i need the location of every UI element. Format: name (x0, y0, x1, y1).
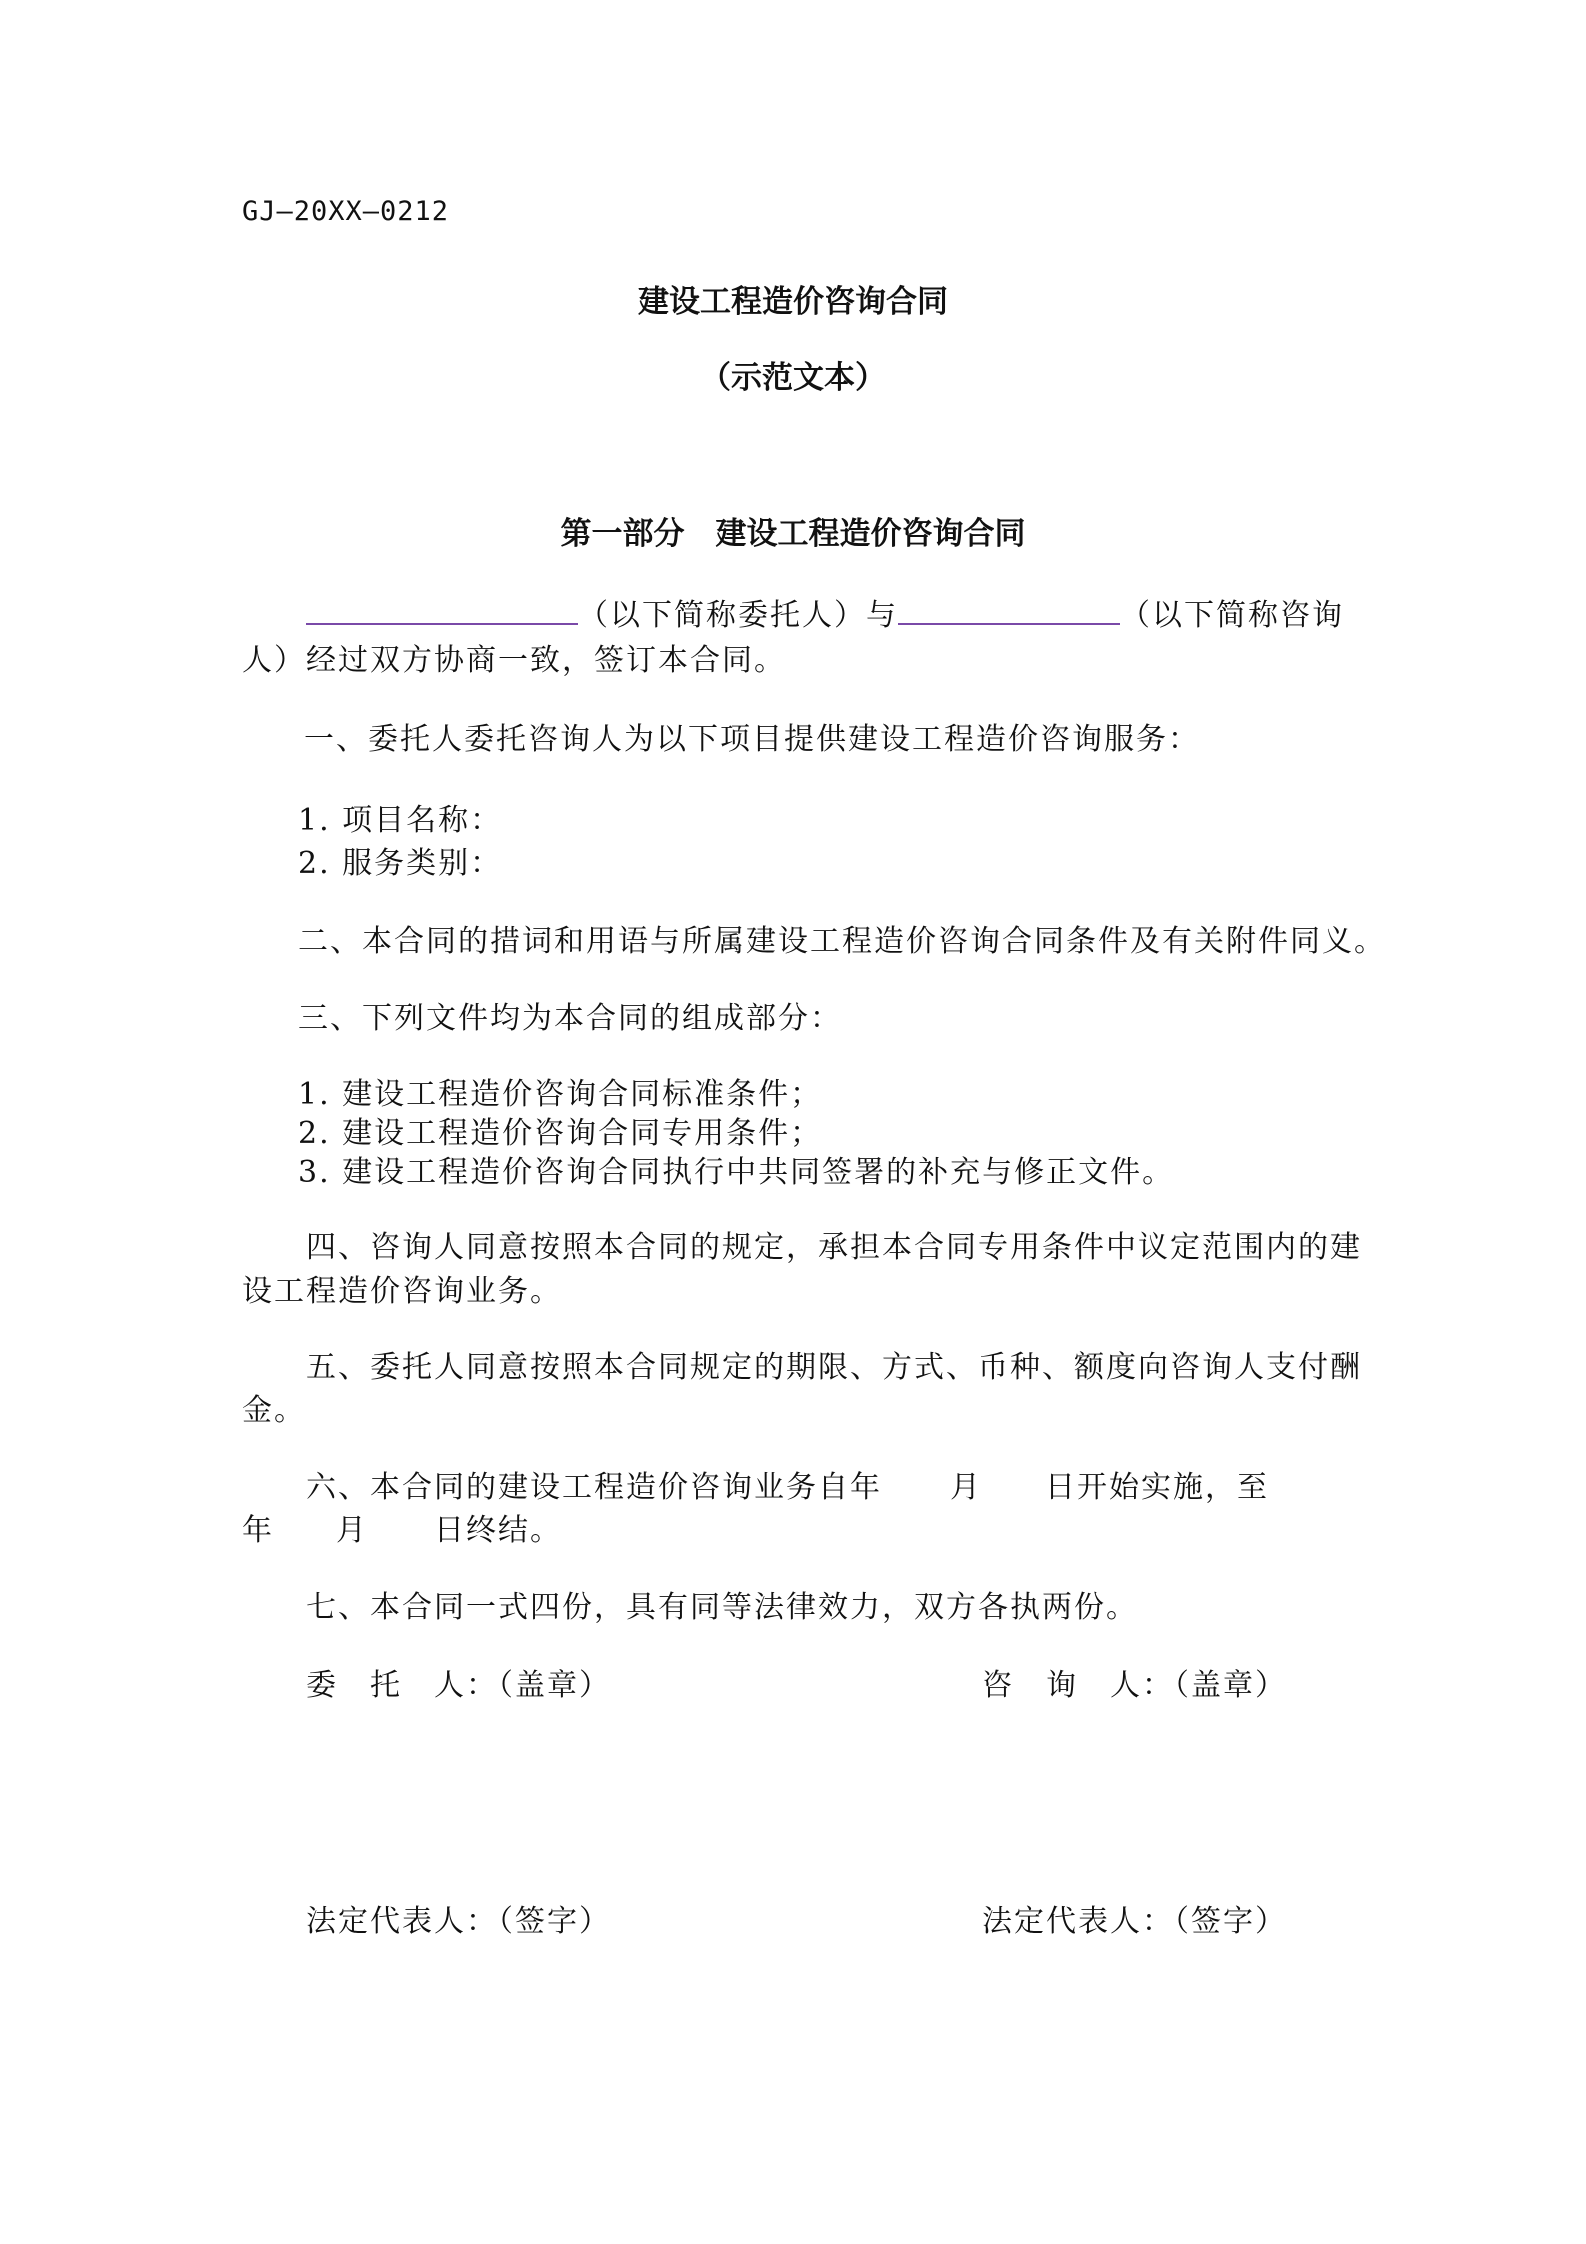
client-name-blank[interactable] (306, 595, 578, 625)
consultant-representative-field[interactable]: 法定代表人：（签字） (982, 1904, 1287, 1939)
doc-code: GJ—20XX—0212 (242, 196, 450, 227)
clause-6-day-1: 日开始实施，至 (1045, 1470, 1269, 1505)
consultant-name-blank[interactable] (898, 595, 1120, 625)
doc-subtitle: （示范文本） (700, 360, 886, 396)
clause-6-month-2: 月 (336, 1513, 368, 1548)
clause-3: 三、下列文件均为本合同的组成部分： (298, 1001, 842, 1036)
clause-3-item-3: 3. 建设工程造价咨询合同执行中共同签署的补充与修正文件。 (298, 1155, 1175, 1190)
client-representative-field[interactable]: 法定代表人：（签字） (306, 1904, 611, 1939)
clause-4-line-2: 设工程造价咨询业务。 (242, 1274, 562, 1309)
clause-5-line-2: 金。 (242, 1393, 306, 1428)
clause-6-start: 六、本合同的建设工程造价咨询业务自年 (306, 1470, 882, 1505)
clause-6-year-2: 年 (242, 1513, 274, 1548)
clause-6-month-1: 月 (950, 1470, 982, 1505)
doc-title: 建设工程造价咨询合同 (638, 284, 948, 320)
clause-3-item-2: 2. 建设工程造价咨询合同专用条件； (298, 1116, 823, 1151)
clause-1-item-1: 1. 项目名称： (298, 803, 503, 838)
intro-line-1 (306, 590, 1344, 634)
clause-4-line-1: 四、咨询人同意按照本合同的规定，承担本合同专用条件中议定范围内的建 (306, 1230, 1362, 1265)
client-seal-field[interactable]: 委 托 人：（盖章） (306, 1668, 611, 1703)
intro-line-2: 人）经过双方协商一致，签订本合同。 (242, 643, 786, 678)
intro-text-b: （以下简称咨询 (1120, 598, 1344, 633)
clause-1: 一、委托人委托咨询人为以下项目提供建设工程造价咨询服务： (304, 722, 1200, 757)
intro-text-a: （以下简称委托人）与 (578, 598, 898, 633)
clause-7: 七、本合同一式四份，具有同等法律效力，双方各执两份。 (306, 1590, 1138, 1625)
clause-1-item-2: 2. 服务类别： (298, 846, 503, 881)
clause-6-day-2: 日终结。 (434, 1513, 562, 1548)
part-title: 第一部分 建设工程造价咨询合同 (560, 516, 1026, 552)
consultant-seal-field[interactable]: 咨 询 人：（盖章） (982, 1668, 1287, 1703)
clause-3-item-1: 1. 建设工程造价咨询合同标准条件； (298, 1077, 823, 1112)
clause-5-line-1: 五、委托人同意按照本合同规定的期限、方式、币种、额度向咨询人支付酬 (306, 1350, 1362, 1385)
clause-2: 二、本合同的措词和用语与所属建设工程造价咨询合同条件及有关附件同义。 (298, 924, 1386, 959)
